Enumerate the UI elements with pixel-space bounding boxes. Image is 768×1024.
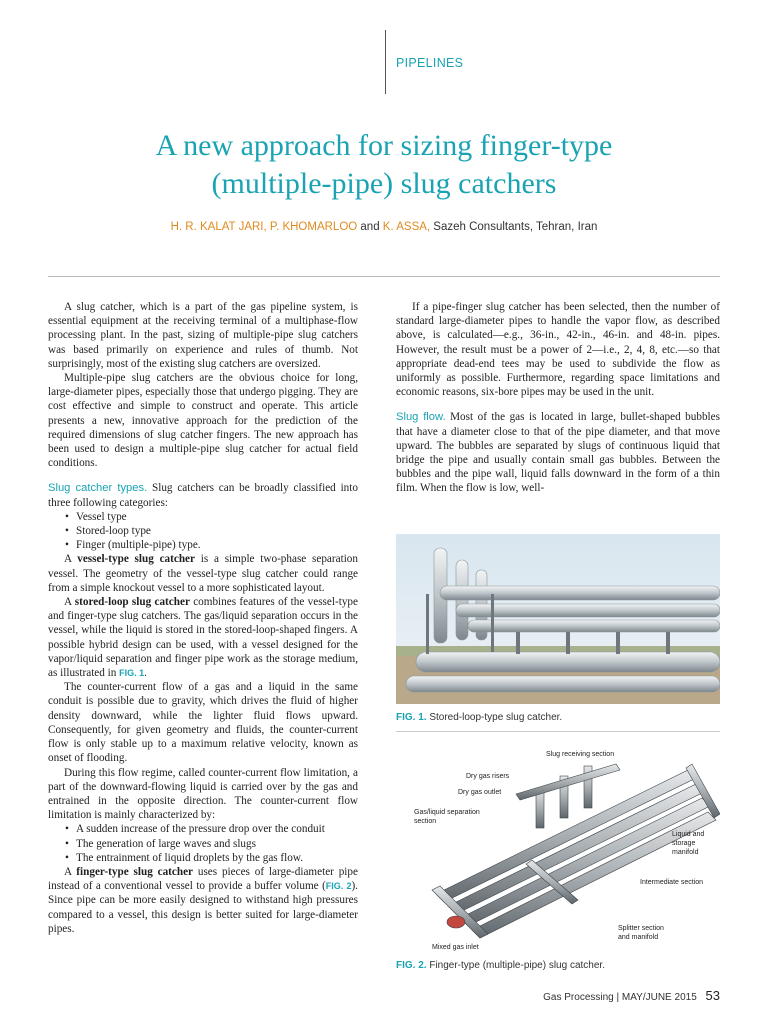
fig1-reference[interactable]: FIG. 1 [119,668,145,679]
text-run: is a simple two-phase separation vessel. The geometry of the vessel-type slug catcher could range from a simple knockout vessel to a more sophisticated layout. [48,553,358,594]
fig2-caption [396,960,720,971]
authors-and: and [357,221,383,233]
flow-regime-paragraph: During this flow regime, called counter-current flow limitation, a part of the downward-flowing liquid is carried over by the gas and entrained in the opposite direction. The counter-current flow limitation is mainly characterized by: [48,766,358,822]
multipipe-paragraph: Multiple-pipe slug catchers are the obvious choice for long, large-diameter pipes, especially those that undergo pigging. They are cost effective and simple to construct and operate. This article presents a new, innovative approach for the prediction of the required dimensions of slug catcher fingers. The new approach has been used to design a multiple-pipe slug catcher for actual field conditions. [48,372,358,470]
term-vessel: vessel-type slug catcher [77,553,195,566]
list-item: • Stored-loop type [76,524,358,538]
ccfl-list [48,822,358,865]
label-dry-gas-outlet: Dry gas outlet [458,789,502,796]
header-divider [385,30,386,94]
term-stored-loop: stored-loop slug catcher [74,596,190,609]
label-manifold-2: storage [672,840,696,847]
text-run: A [64,553,78,566]
title-divider [48,276,720,277]
right-column [396,300,720,496]
text-run: A [64,865,77,878]
section-heading-types: Slug catcher types. [48,482,148,495]
list-item: • The entrainment of liquid droplets by the gas flow. [76,851,358,865]
fig2-reference[interactable]: FIG. 2 [325,881,352,892]
label-slug-receiving: Slug receiving section [546,751,615,758]
author-line [40,221,728,233]
article-title [60,127,708,203]
fig2-label: FIG. 2. [396,960,427,971]
pipe-number-paragraph: If a pipe-finger slug catcher has been selected, then the number of standard large-diameter pipes to handle the vapor flow, as described above, is calculated—e.g., 36-in., 42-in., 46-in. and 48-in. pipes. However, the result must be a power of 2—i.e., 2, 4, 8, etc.—so that appropriate dead-end tees may be used to subdivide the flow as uniformly as possible. Furthermore, regarding space limitations and economic reasons, six-bore pipes may be used in the unit. [396,301,720,399]
slug-flow-paragraph [396,410,720,495]
fig1-caption-text: Stored-loop-type slug catcher. [426,712,563,723]
text-run: . [144,667,147,680]
label-intermediate: Intermediate section [640,879,704,886]
vessel-paragraph [48,552,358,595]
fig1-caption [396,712,720,723]
figure-divider [396,731,720,732]
label-dry-gas-risers: Dry gas risers [466,773,510,780]
affiliation: Sazeh Consultants, Tehran, Iran [430,221,598,233]
types-list [48,510,358,553]
fig1-label: FIG. 1. [396,712,427,723]
title-line-1: A new approach for sizing finger-type [155,129,613,162]
left-column [48,300,358,936]
types-intro-text: Slug catchers can be broadly classified into three following categories: [48,482,358,509]
page-number: 53 [705,988,720,1003]
list-item: • A sudden increase of the pressure drop over the conduit [76,822,358,836]
term-finger: finger-type slug catcher [76,865,194,878]
journal-name: Gas Processing [543,992,614,1003]
label-manifold-1: Liquid and [672,831,705,838]
authors-primary: H. R. KALAT JARI, P. KHOMARLOO [170,221,358,233]
footer-separator: | [616,992,620,1003]
list-item: • Vessel type [76,510,358,524]
text-run: ). Since pipe can be more easily designed to withstand high pressures compared to a vessel, this design is better suited for large-diameter pipes. [48,880,358,935]
issue-date: MAY/JUNE 2015 [621,992,697,1003]
text-run: A [64,596,75,609]
title-line-2: (multiple-pipe) slug catchers [211,167,557,200]
label-splitter-2: and manifold [618,934,659,941]
section-label: PIPELINES [396,56,464,70]
label-separation-2: section [414,818,437,825]
label-splitter-1: Splitter section [618,925,664,932]
slug-flow-text: Most of the gas is located in large, bullet-shaped bubbles that have a diameter close to that of the pipe diameter, and that move upward. The bubbles are separated by slugs of continuous liquid that bridge the pipe and usually contain small gas bubbles. Between the bubbles and the pipe wall, liquid falls downward in the form of a thin film. When the flow is low, well- [396,411,720,495]
section-heading-slug-flow: Slug flow. [396,411,446,424]
finger-paragraph [48,865,358,936]
fig2-caption-text: Finger-type (multiple-pipe) slug catcher. [426,960,605,971]
label-separation-1: Gas/liquid separation [414,809,480,816]
stored-loop-paragraph [48,595,358,680]
label-gas-inlet: Mixed gas inlet [432,944,479,951]
fig1-photo [396,534,720,704]
intro-paragraph: A slug catcher, which is a part of the gas pipeline system, is essential equipment at the receiving terminal of a multiphase-flow processing plant. In the past, sizing of multiple-pipe slug catchers was based primarily on experience and rules of thumb. Not surprisingly, most of the existing slug catchers are oversized. [48,301,358,370]
text-run: uses pieces of large-diameter pipe instead of a conventional vessel to provide a buffer volume ( [48,865,358,893]
list-item: • The generation of large waves and slugs [76,837,358,851]
list-item: • Finger (multiple-pipe) type. [76,538,358,552]
page-footer [543,988,720,1003]
fig2-diagram [396,744,720,956]
types-paragraph [48,481,358,509]
text-run: combines features of the vessel-type and finger-type slug catchers. The gas/liquid separation occurs in the vessel, while the liquid is stored in the stored-loop-shaped fingers. A possible hybrid design can be used, with a vessel designed for the vapor/liquid separation and finger pipe work as the storage medium, as illustrated in [48,596,358,680]
authors-secondary: K. ASSA, [382,221,431,233]
label-manifold-3: manifold [672,849,699,856]
counter-current-paragraph: The counter-current flow of a gas and a liquid in the same conduit is possible due to gravity, which drives the fluid of higher density downward, while the lighter fluid flows upward. Consequently, for given geometry and fluids, the counter-current flow is only stable up to a maximum relative velocity, known as onset of flooding. [48,681,358,765]
